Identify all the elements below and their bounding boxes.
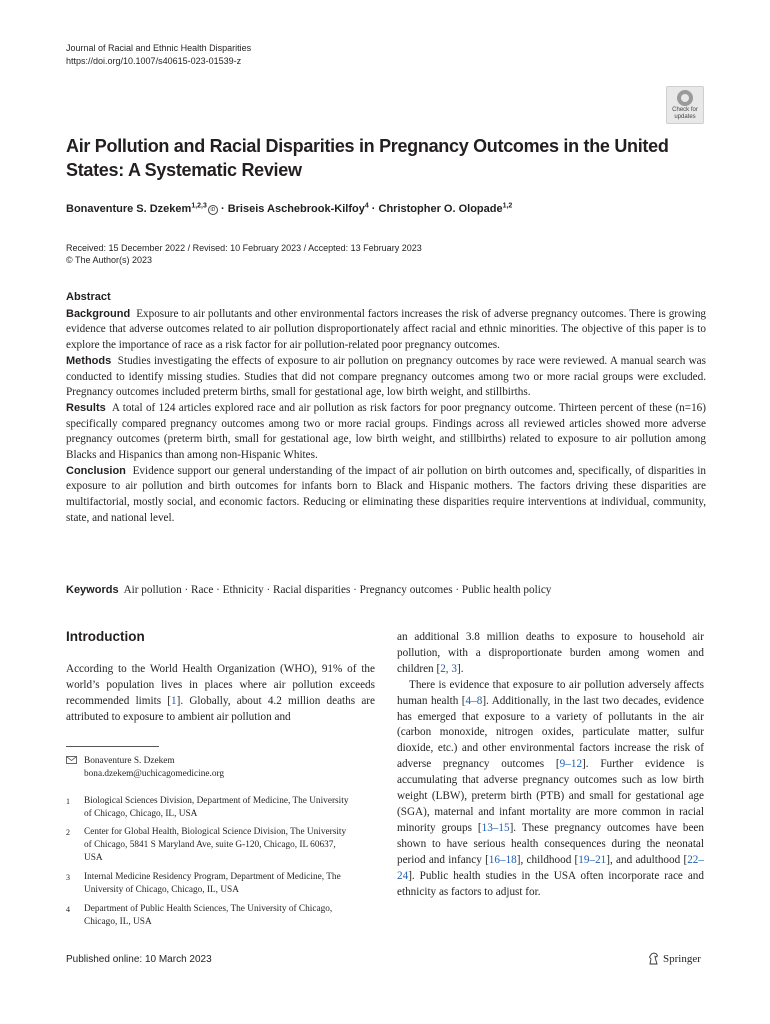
section-heading-introduction: Introduction <box>66 629 145 644</box>
author-list <box>66 202 512 216</box>
author-name[interactable]: Christopher O. Olopade <box>378 203 503 215</box>
orcid-icon[interactable]: iD <box>208 205 218 215</box>
section-text: A total of 124 articles explored race and air pollution as risk factors for poor pregnancy outcome. Thirteen percent of these (n=16) specifically compared pregnancy outcomes among two or more racial groups. Findings across all reviewed articles showed more adverse pregnancy outcomes (preterm birth, small for gestational age, low birth weight, and stillbirths) related to exposure to air pollution among Blacks and Hispanics than among non-Hispanic Whites. <box>66 401 706 462</box>
section-label: Methods <box>66 354 112 367</box>
text-run: ], childhood [ <box>516 853 579 866</box>
affiliation-number: 2 <box>66 828 70 837</box>
abstract-methods <box>66 354 706 401</box>
publisher-logo[interactable] <box>648 952 701 965</box>
author-affiliation: 1,2 <box>502 202 513 210</box>
text-run: ]. Public health studies in the USA often incorporate race and ethnicity as factors to adjust for. <box>397 869 704 898</box>
section-text: Studies investigating the effects of exposure to air pollution on pregnancy outcomes by race were reviewed. A manual search was conducted to identify missing studies. Studies that did not compare pregnancy outcomes among two or more racial groups were excluded. Pregnancy outcomes included preterm births, small for gestational age, low birth weight, and stillbirths. <box>66 354 706 399</box>
article-title: Air Pollution and Racial Disparities in Pregnancy Outcomes in the United States: A Systematic Review <box>66 136 669 180</box>
footnote-divider <box>66 746 159 747</box>
text-run: ]. These pregnancy outcomes have been shown to have serious health consequences during the neonatal period and infancy [ <box>397 821 704 866</box>
citation-link[interactable]: 16–18 <box>488 853 517 866</box>
journal-name: Journal of Racial and Ethnic Health Disparities <box>66 43 252 53</box>
affiliation-number: 4 <box>66 905 70 914</box>
affiliation-text: Biological Sciences Division, Department of Medicine, The University of Chicago, Chicago, IL, USA <box>84 796 349 819</box>
affiliation-text: Center for Global Health, Biological Science Division, The University of Chicago, 5841 S Maryland Ave, suite G-120, Chicago, IL 60637, USA <box>84 827 347 863</box>
citation-link[interactable]: 13–15 <box>481 821 510 834</box>
text-run: There is evidence that exposure to air pollution adversely affects human health [ <box>397 678 704 707</box>
text-run: According to the World Health Organization (WHO), 91% of the world’s population lives in places where air pollution exceeds recommended limits [ <box>66 663 375 707</box>
section-label: Conclusion <box>66 464 126 477</box>
abstract-results <box>66 401 706 464</box>
affiliation-footnote <box>66 903 366 931</box>
affiliation-text: Department of Public Health Sciences, The University of Chicago, Chicago, IL, USA <box>84 904 333 927</box>
author-name[interactable]: Bonaventure S. Dzekem <box>66 203 192 215</box>
text-run: ], and adulthood [ <box>606 853 688 866</box>
citation-link[interactable]: 22–24 <box>397 853 704 882</box>
text-run: ]. Further evidence is accumulating that adverse pregnancy outcomes such as low birth weight (LBW), preterm birth (PTB) and small for gestational age (SGA), maternal and infant mortality are more common in racial minority groups [ <box>397 758 704 834</box>
section-label: Results <box>66 401 106 414</box>
correspondence-email[interactable]: bona.dzekem@uchicagomedicine.org <box>84 769 225 779</box>
text-run: ]. Globally, about 4.2 million deaths are attributed to exposure to ambient air pollution and <box>66 694 375 723</box>
author-separator: · <box>368 203 379 215</box>
citation-link[interactable]: 1 <box>171 694 177 707</box>
check-for-updates-badge[interactable] <box>666 86 704 124</box>
section-text: Evidence support our general understanding of the impact of air pollution on birth outcomes and, specifically, of disparities in exposure to air pollution and birth outcomes for infants born to Black and Hispanic mothers. The factors driving these disparities are multifactorial, mostly social, and economic factors. Reducing or eliminating these disparities require interventions at individual, community, state, and national level. <box>66 464 706 524</box>
keywords <box>66 583 551 597</box>
publisher-name: Springer <box>663 952 701 965</box>
crossmark-icon <box>677 90 693 106</box>
text-run: ]. <box>456 662 464 675</box>
intro-right-column <box>397 630 704 900</box>
affiliation-footnote <box>66 826 366 866</box>
author-separator: · <box>217 203 228 215</box>
keywords-list: Air pollution · Race · Ethnicity · Racial disparities · Pregnancy outcomes · Public health policy <box>123 584 552 596</box>
intro-left-column <box>66 662 375 726</box>
intro-paragraph <box>397 630 704 678</box>
springer-horse-icon <box>648 952 659 965</box>
affiliation-footnote <box>66 795 366 823</box>
affiliation-text: Internal Medicine Residency Program, Department of Medicine, The University of Chicago, Chicago, IL, USA <box>84 872 341 895</box>
correspondence-footnote <box>66 755 366 783</box>
affiliation-number: 1 <box>66 797 70 806</box>
author-affiliation: 4 <box>364 202 369 210</box>
citation-link[interactable]: 9–12 <box>559 758 583 771</box>
envelope-icon <box>66 755 77 768</box>
intro-paragraph <box>397 678 704 901</box>
author-affiliation: 1,2,3 <box>191 202 207 210</box>
section-label: Background <box>66 307 131 320</box>
correspondence-name: Bonaventure S. Dzekem <box>84 756 175 766</box>
published-date: Published online: 10 March 2023 <box>66 954 212 965</box>
citation-link[interactable]: 2, 3 <box>440 662 457 675</box>
author-name[interactable]: Briseis Aschebrook‑Kilfoy <box>227 203 365 215</box>
abstract-background <box>66 307 706 354</box>
text-run: ]. Additionally, in the last two decades, evidence has emerged that exposure to a variety of pollutants in the air (carbon monoxide, nitrogen oxides, particulate matter, sulfur dioxide, etc.) and other environmental factors increase the risk of adverse pregnancy outcomes [ <box>397 694 705 771</box>
keywords-label: Keywords <box>66 584 119 596</box>
abstract <box>66 290 706 527</box>
citation-link[interactable]: 19–21 <box>578 853 607 866</box>
citation-link[interactable]: 4–8 <box>465 694 483 707</box>
badge-line-2: updates <box>674 114 696 120</box>
affiliation-number: 3 <box>66 873 70 882</box>
abstract-heading: Abstract <box>66 291 111 303</box>
text-run: an additional 3.8 million deaths to exposure to household air pollution, with a disproportionate burden among women and children [ <box>397 631 704 675</box>
badge-line-1: Check for <box>672 107 698 113</box>
doi-link[interactable]: https://doi.org/10.1007/s40615-023-01539-z <box>66 56 242 66</box>
copyright-line: © The Author(s) 2023 <box>66 255 153 265</box>
abstract-conclusion <box>66 464 706 527</box>
intro-paragraph <box>66 662 375 726</box>
article-dates: Received: 15 December 2022 / Revised: 10 February 2023 / Accepted: 13 February 2023 <box>66 243 422 253</box>
affiliation-footnote <box>66 871 366 899</box>
section-text: Exposure to air pollutants and other environmental factors increases the risk of adverse pregnancy outcomes. There is growing evidence that adverse outcomes related to air pollution disproportionately affect racial and ethnic minorities. The objective of this paper is to explore the importance of race as a risk factor for air pollution-related poor pregnancy outcomes. <box>66 307 707 352</box>
